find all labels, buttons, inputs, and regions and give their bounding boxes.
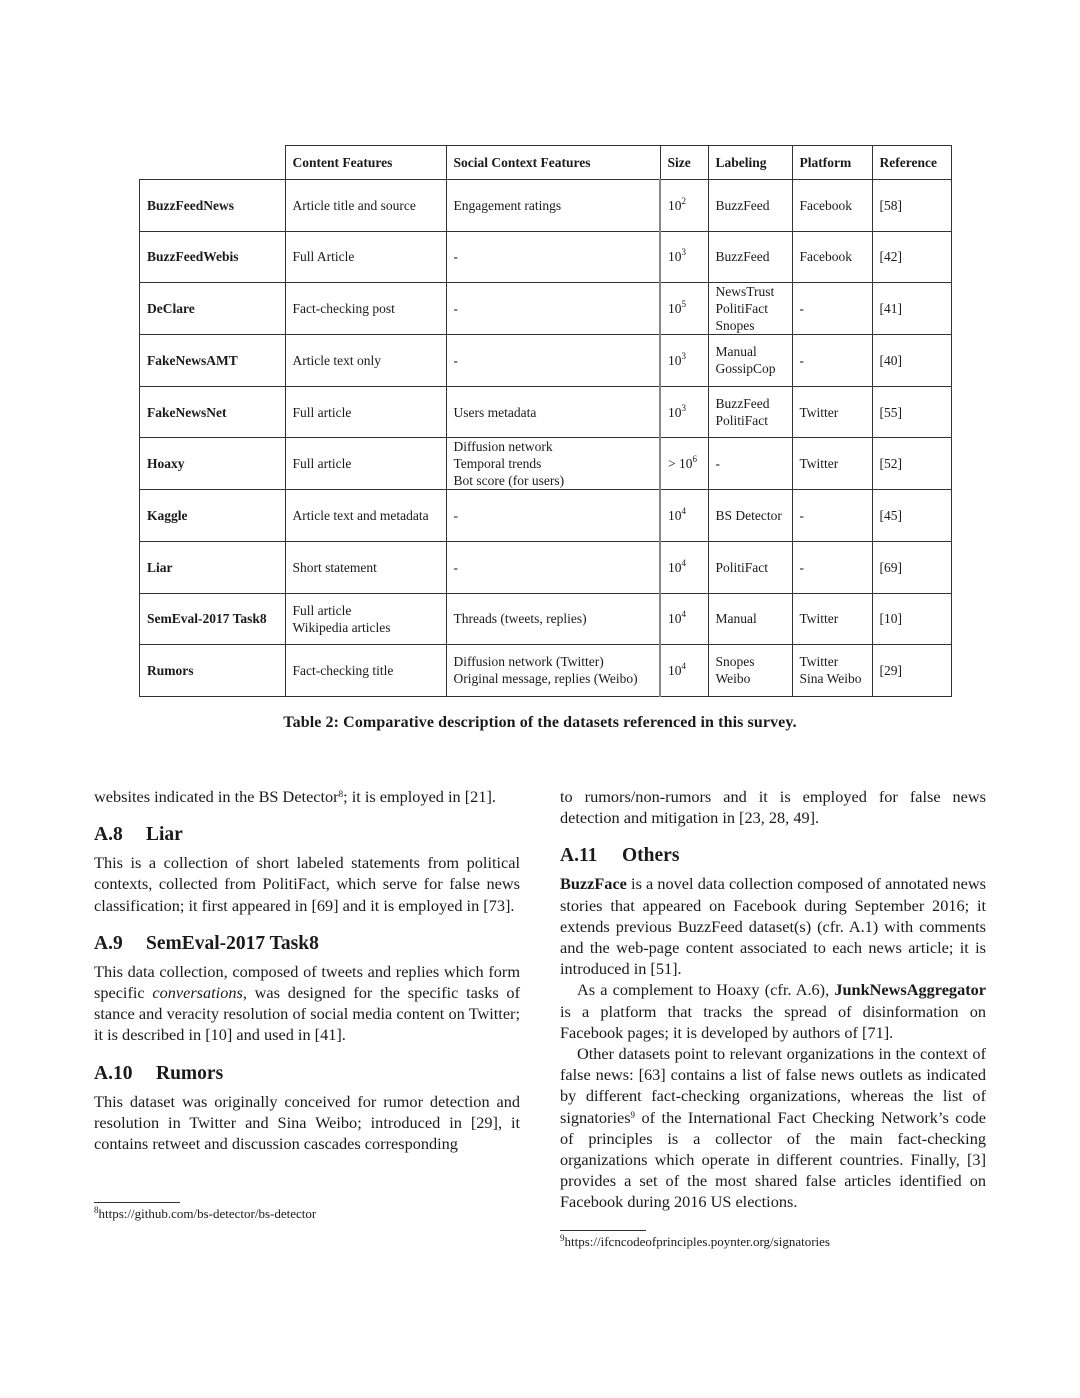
labeling-cell: BS Detector [708,490,792,542]
labeling-cell: - [708,438,792,490]
social-context-cell: Engagement ratings [446,180,660,232]
platform-cell: Twitter [792,438,872,490]
content-features-cell: Full Article [285,231,446,283]
reference-cell[interactable]: [41] [872,283,951,335]
section-a8-text: This is a collection of short labeled statements from political contexts, collected from PolitiFact, which serve for false news classification; it first appeared in [69] and it is employed in [73]. [94,853,520,915]
labeling-cell: Manual GossipCop [708,335,792,387]
reference-cell[interactable]: [58] [872,180,951,232]
dataset-name-cell: SemEval-2017 Task8 [140,593,286,645]
reference-cell[interactable]: [10] [872,593,951,645]
reference-cell[interactable]: [52] [872,438,951,490]
footnote-rule [94,1202,180,1203]
size-cell: $10^3$ [660,335,708,387]
footnote-ref-8[interactable]: 8 [338,789,344,799]
right-column [560,786,986,1213]
labeling-cell: BuzzFeed [708,231,792,283]
header-platform: Platform [792,146,872,180]
header-reference: Reference [872,146,951,180]
social-context-cell: - [446,335,660,387]
content-features-cell: Full article [285,386,446,438]
section-heading-a11: A.11 Others [560,845,680,867]
section-heading-a10: A.10 Rumors [94,1062,224,1084]
table-body [140,180,952,697]
content-features-cell: Full article [285,438,446,490]
platform-cell: - [792,335,872,387]
footnote-9-link[interactable]: https://ifcncodeofprinciples.poynter.org/signatories [564,1234,830,1249]
platform-cell: Facebook [792,231,872,283]
table-row [140,386,952,438]
junknews-paragraph: As a complement to Hoaxy (cfr. A.6), JunkNewsAggregator is a platform that tracks the spread of disinformation on Facebook pages; it is developed by authors of [71]. [560,980,986,1042]
footnote-8: $^8$https://github.com/bs-detector/bs-detector [94,1202,316,1222]
social-context-cell: - [446,283,660,335]
content-features-cell: Article title and source [285,180,446,232]
dataset-name-cell: Liar [140,541,286,593]
content-features-cell: Article text and metadata [285,490,446,542]
dataset-name-cell: Rumors [140,645,286,697]
content-features-cell: Full article Wikipedia articles [285,593,446,645]
dataset-name-cell: Hoaxy [140,438,286,490]
social-context-cell: Users metadata [446,386,660,438]
size-cell: > $10^6$ [660,438,708,490]
buzzface-paragraph: BuzzFace is a novel data collection composed of annotated news stories that appeared on Facebook during September 2016; it extends previous BuzzFeed dataset(s) (cfr. A.1) with comments and the web-page content associated to each news article; it is introduced in [51]. [560,874,986,979]
left-column [94,786,520,1154]
table-row [140,283,952,335]
footnote-rule [560,1230,646,1231]
reference-cell[interactable]: [40] [872,335,951,387]
footnote-8-link[interactable]: https://github.com/bs-detector/bs-detector [98,1206,317,1221]
other-datasets-paragraph: Other datasets point to relevant organizations in the context of false news: [63] contains a list of false news outlets as indicated by different fact-checking organizations, whereas the list of signatories$^9$ of the International Fact Checking Network’s code of principles is a collector of the main fact-checking organizations which operate in different countries. Finally, [3] provides a set of the most shared false articles identified on Facebook during 2016 US elections. [560,1044,986,1212]
header-social-context-features: Social Context Features [446,146,660,180]
reference-cell[interactable]: [55] [872,386,951,438]
header-blank [140,146,286,180]
dataset-name-cell: Kaggle [140,490,286,542]
table-caption: Table 2: Comparative description of the datasets referenced in this survey. [283,714,797,731]
dataset-name-cell: FakeNewsAMT [140,335,286,387]
labeling-cell: BuzzFeed [708,180,792,232]
size-cell: $10^3$ [660,231,708,283]
social-context-cell: - [446,231,660,283]
labeling-cell: NewsTrust PolitiFact Snopes [708,283,792,335]
size-cell: $10^4$ [660,541,708,593]
dataset-name-cell: FakeNewsNet [140,386,286,438]
table-row [140,593,952,645]
size-cell: $10^5$ [660,283,708,335]
left-intro-paragraph: websites indicated in the BS Detector$^8$; it is employed in [21]. [94,787,496,806]
content-features-cell: Fact-checking title [285,645,446,697]
social-context-cell: - [446,541,660,593]
labeling-cell: PolitiFact [708,541,792,593]
reference-cell[interactable]: [29] [872,645,951,697]
size-cell: $10^2$ [660,180,708,232]
right-intro-paragraph: to rumors/non-rumors and it is employed for false news detection and mitigation in [23, 28, 49]. [560,787,986,828]
size-cell: $10^3$ [660,386,708,438]
content-features-cell: Article text only [285,335,446,387]
platform-cell: - [792,283,872,335]
labeling-cell: Manual [708,593,792,645]
reference-cell[interactable]: [42] [872,231,951,283]
header-content-features: Content Features [285,146,446,180]
footnote-9: $^9$https://ifcncodeofprinciples.poynter.org/signatories [560,1230,830,1250]
footnote-ref-9[interactable]: 9 [630,1109,636,1120]
dataset-name-cell: DeClare [140,283,286,335]
table-header-row [140,146,952,180]
platform-cell: - [792,490,872,542]
header-size: Size [660,146,708,180]
size-cell: $10^4$ [660,593,708,645]
social-context-cell: Threads (tweets, replies) [446,593,660,645]
table-row [140,180,952,232]
platform-cell: Twitter [792,593,872,645]
content-features-cell: Fact-checking post [285,283,446,335]
section-a9-text: This data collection, composed of tweets and replies which form specific conversations, was designed for the specific tasks of stance and veracity resolution of social media content on Twitter; it is described in [10] and used in [41]. [94,961,520,1045]
table-row [140,231,952,283]
table-row [140,438,952,490]
table-row [140,541,952,593]
reference-cell[interactable]: [69] [872,541,951,593]
social-context-cell: - [446,490,660,542]
content-features-cell: Short statement [285,541,446,593]
size-cell: $10^4$ [660,490,708,542]
section-heading-a9: A.9 SemEval-2017 Task8 [94,932,319,954]
platform-cell: Facebook [792,180,872,232]
table-row [140,490,952,542]
dataset-name-cell: BuzzFeedWebis [140,231,286,283]
section-a10-text: This dataset was originally conceived for rumor detection and resolution in Twitter and Sina Weibo; introduced in [29], it contains retweet and discussion cascades corresponding [94,1091,520,1154]
platform-cell: - [792,541,872,593]
datasets-table [139,145,952,697]
dataset-name-cell: BuzzFeedNews [140,180,286,232]
size-cell: $10^4$ [660,645,708,697]
section-heading-a8: A.8 Liar [94,824,183,846]
header-labeling: Labeling [708,146,792,180]
reference-cell[interactable]: [45] [872,490,951,542]
table-row [140,645,952,697]
platform-cell: Twitter [792,386,872,438]
labeling-cell: Snopes Weibo [708,645,792,697]
table-row [140,335,952,387]
labeling-cell: BuzzFeed PolitiFact [708,386,792,438]
platform-cell: Twitter Sina Weibo [792,645,872,697]
social-context-cell: Diffusion network Temporal trends Bot score (for users) [446,438,660,490]
social-context-cell: Diffusion network (Twitter) Original message, replies (Weibo) [446,645,660,697]
